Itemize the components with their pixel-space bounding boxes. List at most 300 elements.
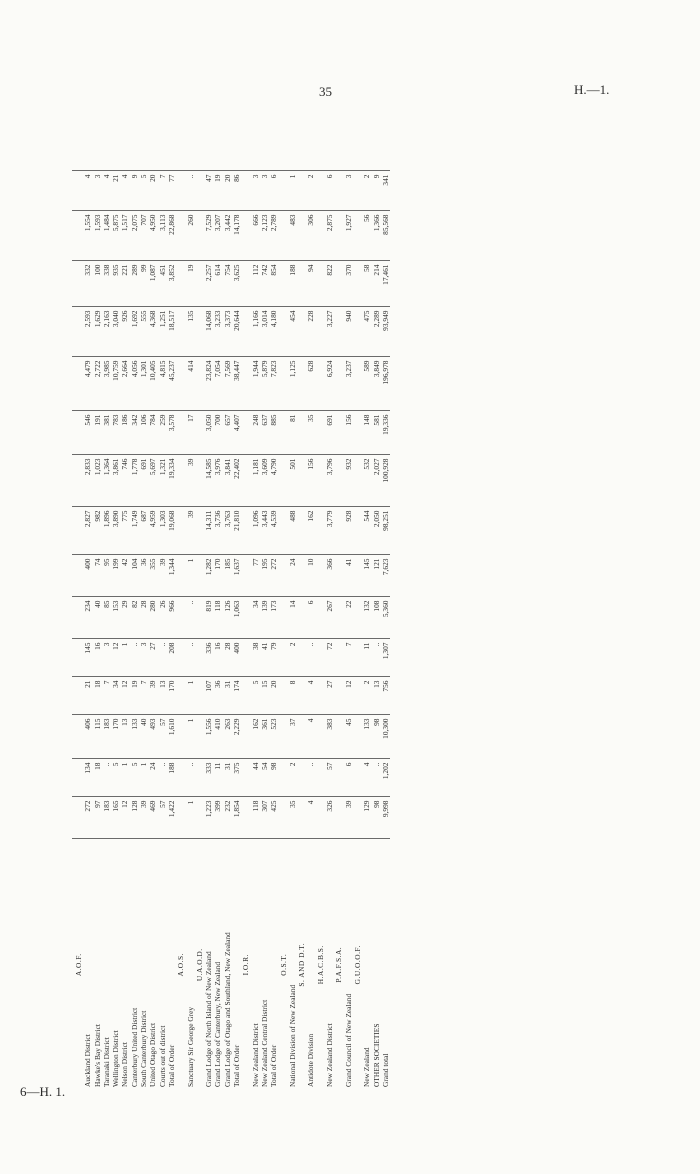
empty-cell bbox=[279, 759, 288, 797]
value-cell: 4 bbox=[83, 171, 92, 211]
value-cell: 1,307 bbox=[381, 639, 390, 677]
value-cell: 20 bbox=[148, 171, 157, 211]
value-cell: 1,202 bbox=[381, 759, 390, 797]
value-cell: 81 bbox=[288, 411, 297, 455]
value-cell: 4,539 bbox=[269, 507, 278, 555]
value-cell: .. bbox=[186, 597, 195, 639]
empty-cell bbox=[72, 171, 83, 211]
empty-cell bbox=[316, 639, 325, 677]
category-label: I.O.R. bbox=[241, 954, 251, 976]
value-cell: 3,442 bbox=[223, 211, 232, 261]
empty-cell bbox=[279, 639, 288, 677]
value-cell: 57 bbox=[158, 715, 167, 759]
empty-cell bbox=[232, 89, 241, 171]
value-cell: 112 bbox=[251, 261, 260, 307]
value-cell: 691 bbox=[325, 411, 334, 455]
value-cell: 24 bbox=[148, 759, 157, 797]
table-row bbox=[372, 89, 381, 1089]
value-cell: 2,050 bbox=[372, 507, 381, 555]
empty-cell bbox=[176, 597, 185, 639]
table-row bbox=[344, 89, 353, 1089]
value-cell: 19,336 bbox=[381, 411, 390, 455]
value-cell: 2,664 bbox=[120, 357, 129, 411]
value-cell: 85 bbox=[102, 597, 111, 639]
value-cell: 2,257 bbox=[204, 261, 213, 307]
value-cell: 691 bbox=[139, 455, 148, 507]
empty-cell bbox=[279, 455, 288, 507]
value-cell: 400 bbox=[83, 555, 92, 597]
empty-cell bbox=[334, 797, 343, 839]
empty-cell bbox=[297, 555, 306, 597]
value-cell: 4,056 bbox=[130, 357, 139, 411]
value-cell: 5,360 bbox=[381, 597, 390, 639]
category-row bbox=[195, 89, 204, 1089]
empty-cell bbox=[102, 89, 111, 171]
value-cell: 451 bbox=[158, 261, 167, 307]
table-row bbox=[251, 89, 260, 1089]
empty-cell bbox=[353, 455, 362, 507]
empty-cell bbox=[353, 677, 362, 715]
value-cell: 475 bbox=[362, 307, 371, 357]
value-cell: 99 bbox=[139, 261, 148, 307]
empty-cell bbox=[72, 639, 83, 677]
empty-cell bbox=[334, 555, 343, 597]
row-label: New Zealand Central District bbox=[259, 999, 269, 1087]
empty-cell bbox=[288, 89, 297, 171]
value-cell: 342 bbox=[130, 411, 139, 455]
empty-cell bbox=[260, 89, 269, 171]
empty-cell bbox=[297, 455, 306, 507]
empty-cell bbox=[176, 411, 185, 455]
value-cell: 2,229 bbox=[232, 715, 241, 759]
value-cell: 14,311 bbox=[204, 507, 213, 555]
value-cell: 36 bbox=[139, 555, 148, 597]
empty-cell bbox=[176, 89, 185, 171]
value-cell: 1,087 bbox=[148, 261, 157, 307]
value-cell: 1,610 bbox=[167, 715, 176, 759]
value-cell: 532 bbox=[362, 455, 371, 507]
value-cell: 45,237 bbox=[167, 357, 176, 411]
value-cell: 56 bbox=[362, 211, 371, 261]
value-cell: 133 bbox=[362, 715, 371, 759]
value-cell: 361 bbox=[260, 715, 269, 759]
empty-cell bbox=[334, 677, 343, 715]
value-cell: 2,075 bbox=[130, 211, 139, 261]
value-cell: 34 bbox=[251, 597, 260, 639]
empty-cell bbox=[353, 411, 362, 455]
value-cell: 2,827 bbox=[83, 507, 92, 555]
row-label: Total of Order bbox=[269, 1044, 279, 1087]
value-cell: 4,479 bbox=[83, 357, 92, 411]
value-cell: 5 bbox=[251, 677, 260, 715]
value-cell: 1,927 bbox=[344, 211, 353, 261]
empty-cell bbox=[279, 211, 288, 261]
empty-cell bbox=[241, 715, 250, 759]
value-cell: 14,178 bbox=[232, 211, 241, 261]
empty-cell bbox=[139, 89, 148, 171]
value-cell: 454 bbox=[288, 307, 297, 357]
value-cell: 1,303 bbox=[158, 507, 167, 555]
empty-cell bbox=[334, 171, 343, 211]
table-row bbox=[130, 89, 139, 1089]
empty-cell bbox=[241, 677, 250, 715]
value-cell: 188 bbox=[288, 261, 297, 307]
empty-cell bbox=[176, 211, 185, 261]
value-cell: 1,517 bbox=[120, 211, 129, 261]
value-cell: 162 bbox=[251, 715, 260, 759]
category-label: U.A.O.D. bbox=[194, 948, 204, 982]
table-row bbox=[260, 89, 269, 1089]
value-cell: .. bbox=[186, 639, 195, 677]
empty-cell bbox=[251, 89, 260, 171]
row-label: National Division of New Zealand bbox=[287, 984, 297, 1087]
value-cell: 260 bbox=[186, 211, 195, 261]
value-cell: 9 bbox=[130, 171, 139, 211]
empty-cell bbox=[297, 597, 306, 639]
empty-cell bbox=[334, 307, 343, 357]
total-row bbox=[232, 89, 241, 1089]
value-cell: 469 bbox=[148, 797, 157, 839]
value-cell: 1,593 bbox=[93, 211, 102, 261]
value-cell: 4,950 bbox=[148, 211, 157, 261]
value-cell: 22,868 bbox=[167, 211, 176, 261]
empty-cell bbox=[72, 89, 83, 171]
table-row bbox=[362, 89, 371, 1089]
value-cell: 5 bbox=[111, 759, 120, 797]
empty-cell bbox=[279, 261, 288, 307]
value-cell: 39 bbox=[148, 677, 157, 715]
value-cell: 21,810 bbox=[232, 507, 241, 555]
value-cell: 3,609 bbox=[260, 455, 269, 507]
empty-cell bbox=[195, 797, 204, 839]
empty-cell bbox=[223, 89, 232, 171]
value-cell: 1,629 bbox=[93, 307, 102, 357]
value-cell: 746 bbox=[120, 455, 129, 507]
empty-cell bbox=[316, 211, 325, 261]
empty-cell bbox=[353, 507, 362, 555]
value-cell: 173 bbox=[269, 597, 278, 639]
value-cell: 1 bbox=[120, 759, 129, 797]
value-cell: .. bbox=[186, 171, 195, 211]
value-cell: 7,054 bbox=[213, 357, 222, 411]
value-cell: 37 bbox=[288, 715, 297, 759]
value-cell: .. bbox=[158, 639, 167, 677]
value-cell: 7,529 bbox=[204, 211, 213, 261]
value-cell: 1 bbox=[186, 555, 195, 597]
value-cell: 3,976 bbox=[213, 455, 222, 507]
empty-cell bbox=[72, 261, 83, 307]
value-cell: 1,692 bbox=[130, 307, 139, 357]
empty-cell bbox=[334, 715, 343, 759]
value-cell: 5,879 bbox=[260, 357, 269, 411]
empty-cell bbox=[297, 507, 306, 555]
table-row bbox=[204, 89, 213, 1089]
value-cell: 756 bbox=[381, 677, 390, 715]
value-cell: 400 bbox=[232, 639, 241, 677]
value-cell: .. bbox=[130, 639, 139, 677]
value-cell: 399 bbox=[213, 797, 222, 839]
value-cell: 28 bbox=[223, 639, 232, 677]
value-cell: 22,402 bbox=[232, 455, 241, 507]
value-cell: 39 bbox=[344, 797, 353, 839]
row-label: New Zealand bbox=[362, 1047, 372, 1087]
value-cell: 12 bbox=[120, 677, 129, 715]
empty-cell bbox=[353, 555, 362, 597]
value-cell: 11 bbox=[213, 759, 222, 797]
value-cell: 614 bbox=[213, 261, 222, 307]
value-cell: .. bbox=[372, 759, 381, 797]
empty-cell bbox=[297, 307, 306, 357]
value-cell: 77 bbox=[251, 555, 260, 597]
value-cell: 100 bbox=[93, 261, 102, 307]
category-row bbox=[353, 89, 362, 1089]
value-cell: 555 bbox=[139, 307, 148, 357]
value-cell: 666 bbox=[251, 211, 260, 261]
value-cell: 162 bbox=[306, 507, 315, 555]
value-cell: 6 bbox=[344, 759, 353, 797]
value-cell: 885 bbox=[269, 411, 278, 455]
table-row bbox=[325, 89, 334, 1089]
value-cell: 3,373 bbox=[223, 307, 232, 357]
empty-cell bbox=[195, 759, 204, 797]
value-cell: 707 bbox=[139, 211, 148, 261]
category-label: A.O.F. bbox=[74, 953, 83, 977]
value-cell: 1,749 bbox=[130, 507, 139, 555]
empty-cell bbox=[204, 89, 213, 171]
value-cell: 581 bbox=[372, 411, 381, 455]
value-cell: 1 bbox=[288, 171, 297, 211]
value-cell: 10 bbox=[306, 555, 315, 597]
value-cell: 307 bbox=[260, 797, 269, 839]
total-row bbox=[269, 89, 278, 1089]
value-cell: 3 bbox=[93, 171, 102, 211]
empty-cell bbox=[176, 639, 185, 677]
value-cell: 18,517 bbox=[167, 307, 176, 357]
empty-cell bbox=[353, 597, 362, 639]
empty-cell bbox=[72, 211, 83, 261]
value-cell: 3 bbox=[260, 171, 269, 211]
value-cell: 12 bbox=[344, 677, 353, 715]
value-cell: 18 bbox=[93, 677, 102, 715]
value-cell: 133 bbox=[130, 715, 139, 759]
category-row bbox=[176, 89, 185, 1089]
value-cell: 3,849 bbox=[372, 357, 381, 411]
empty-cell bbox=[241, 507, 250, 555]
value-cell: 4 bbox=[362, 759, 371, 797]
value-cell: 366 bbox=[325, 555, 334, 597]
category-row bbox=[334, 89, 343, 1089]
empty-cell bbox=[279, 171, 288, 211]
value-cell: 406 bbox=[83, 715, 92, 759]
row-label: Wellington District bbox=[111, 1030, 121, 1087]
value-cell: 3,237 bbox=[344, 357, 353, 411]
table-row bbox=[306, 89, 315, 1089]
value-cell: 14,585 bbox=[204, 455, 213, 507]
value-cell: 129 bbox=[362, 797, 371, 839]
empty-cell bbox=[353, 89, 362, 171]
value-cell: 145 bbox=[83, 639, 92, 677]
empty-cell bbox=[186, 89, 195, 171]
value-cell: 24 bbox=[288, 555, 297, 597]
empty-cell bbox=[72, 307, 83, 357]
empty-cell bbox=[241, 307, 250, 357]
value-cell: 2,027 bbox=[372, 455, 381, 507]
value-cell: 98 bbox=[372, 797, 381, 839]
value-cell: 8 bbox=[288, 677, 297, 715]
value-cell: 4 bbox=[306, 797, 315, 839]
table-row bbox=[102, 89, 111, 1089]
category-row bbox=[241, 89, 250, 1089]
value-cell: 118 bbox=[251, 797, 260, 839]
value-cell: 10,300 bbox=[381, 715, 390, 759]
empty-cell bbox=[279, 677, 288, 715]
empty-cell bbox=[241, 211, 250, 261]
value-cell: 115 bbox=[93, 715, 102, 759]
value-cell: 5,875 bbox=[111, 211, 120, 261]
value-cell: 6 bbox=[325, 171, 334, 211]
value-cell: 3,796 bbox=[325, 455, 334, 507]
empty-cell bbox=[241, 171, 250, 211]
value-cell: 77 bbox=[167, 171, 176, 211]
empty-cell bbox=[316, 797, 325, 839]
empty-cell bbox=[72, 597, 83, 639]
row-label: Grand Lodge of Otago and Southland, New Zealand bbox=[222, 932, 232, 1087]
empty-cell bbox=[297, 261, 306, 307]
value-cell: 34 bbox=[111, 677, 120, 715]
value-cell: 493 bbox=[148, 715, 157, 759]
empty-cell bbox=[176, 715, 185, 759]
value-cell: 118 bbox=[213, 597, 222, 639]
table-row bbox=[83, 89, 92, 1089]
value-cell: 3 bbox=[251, 171, 260, 211]
value-cell: 3 bbox=[102, 639, 111, 677]
value-cell: 3,113 bbox=[158, 211, 167, 261]
value-cell: 7 bbox=[344, 639, 353, 677]
value-cell: 6 bbox=[269, 171, 278, 211]
value-cell: 657 bbox=[223, 411, 232, 455]
empty-cell bbox=[72, 357, 83, 411]
value-cell: 39 bbox=[186, 507, 195, 555]
value-cell: 5 bbox=[130, 759, 139, 797]
value-cell: 47 bbox=[204, 171, 213, 211]
row-label: Antidote Division bbox=[306, 1033, 316, 1087]
value-cell: 341 bbox=[381, 171, 390, 211]
value-cell: 819 bbox=[204, 597, 213, 639]
value-cell: 98 bbox=[269, 759, 278, 797]
value-cell: 188 bbox=[167, 759, 176, 797]
value-cell: 107 bbox=[204, 677, 213, 715]
value-cell: 3,207 bbox=[213, 211, 222, 261]
value-cell: 174 bbox=[232, 677, 241, 715]
value-cell: 932 bbox=[344, 455, 353, 507]
table-row bbox=[186, 89, 195, 1089]
empty-cell bbox=[362, 89, 371, 171]
value-cell: 2,875 bbox=[325, 211, 334, 261]
value-cell: 104 bbox=[130, 555, 139, 597]
value-cell: 22 bbox=[344, 597, 353, 639]
empty-cell bbox=[334, 455, 343, 507]
value-cell: 589 bbox=[362, 357, 371, 411]
value-cell: 14,068 bbox=[204, 307, 213, 357]
value-cell: .. bbox=[102, 759, 111, 797]
empty-cell bbox=[297, 797, 306, 839]
value-cell: 232 bbox=[223, 797, 232, 839]
value-cell: 381 bbox=[102, 411, 111, 455]
value-cell: 29 bbox=[120, 597, 129, 639]
value-cell: 38 bbox=[251, 639, 260, 677]
empty-cell bbox=[316, 507, 325, 555]
value-cell: 7,623 bbox=[381, 555, 390, 597]
empty-cell bbox=[72, 555, 83, 597]
category-row bbox=[279, 89, 288, 1089]
value-cell: 31 bbox=[223, 677, 232, 715]
empty-cell bbox=[72, 411, 83, 455]
empty-cell bbox=[316, 759, 325, 797]
value-cell: 267 bbox=[325, 597, 334, 639]
value-cell: 106 bbox=[139, 411, 148, 455]
category-row bbox=[297, 89, 306, 1089]
empty-cell bbox=[334, 211, 343, 261]
empty-cell bbox=[195, 715, 204, 759]
empty-cell bbox=[195, 507, 204, 555]
value-cell: 41 bbox=[344, 555, 353, 597]
value-cell: 928 bbox=[344, 507, 353, 555]
row-label: South Canterbury District bbox=[139, 1010, 149, 1087]
empty-cell bbox=[334, 411, 343, 455]
value-cell: 3 bbox=[344, 171, 353, 211]
value-cell: 42 bbox=[120, 555, 129, 597]
value-cell: 1,364 bbox=[102, 455, 111, 507]
empty-cell bbox=[72, 455, 83, 507]
paper-reference: H.—1. bbox=[574, 82, 610, 97]
value-cell: 4,180 bbox=[269, 307, 278, 357]
value-cell: 248 bbox=[251, 411, 260, 455]
empty-cell bbox=[334, 759, 343, 797]
empty-cell bbox=[213, 89, 222, 171]
rotated-statistics-table bbox=[72, 89, 572, 1089]
value-cell: 121 bbox=[372, 555, 381, 597]
value-cell: 3,578 bbox=[167, 411, 176, 455]
table-row bbox=[213, 89, 222, 1089]
value-cell: 3,841 bbox=[223, 455, 232, 507]
empty-cell bbox=[334, 261, 343, 307]
empty-cell bbox=[176, 171, 185, 211]
value-cell: 13 bbox=[120, 715, 129, 759]
value-cell: .. bbox=[372, 639, 381, 677]
value-cell: 822 bbox=[325, 261, 334, 307]
empty-cell bbox=[83, 89, 92, 171]
value-cell: 10,405 bbox=[148, 357, 157, 411]
category-label: G.U.O.O.F. bbox=[352, 945, 362, 985]
value-cell: 12 bbox=[120, 797, 129, 839]
value-cell: 156 bbox=[344, 411, 353, 455]
category-label: O.S.T. bbox=[278, 953, 288, 976]
empty-cell bbox=[353, 261, 362, 307]
value-cell: 9 bbox=[372, 171, 381, 211]
empty-cell bbox=[334, 357, 343, 411]
value-cell: 1,023 bbox=[93, 455, 102, 507]
value-cell: 36 bbox=[213, 677, 222, 715]
empty-cell bbox=[195, 597, 204, 639]
value-cell: 1,096 bbox=[251, 507, 260, 555]
empty-cell bbox=[241, 597, 250, 639]
empty-cell bbox=[316, 455, 325, 507]
empty-cell bbox=[279, 357, 288, 411]
empty-cell bbox=[176, 677, 185, 715]
value-cell: 3,014 bbox=[260, 307, 269, 357]
empty-cell bbox=[279, 307, 288, 357]
value-cell: 375 bbox=[232, 759, 241, 797]
